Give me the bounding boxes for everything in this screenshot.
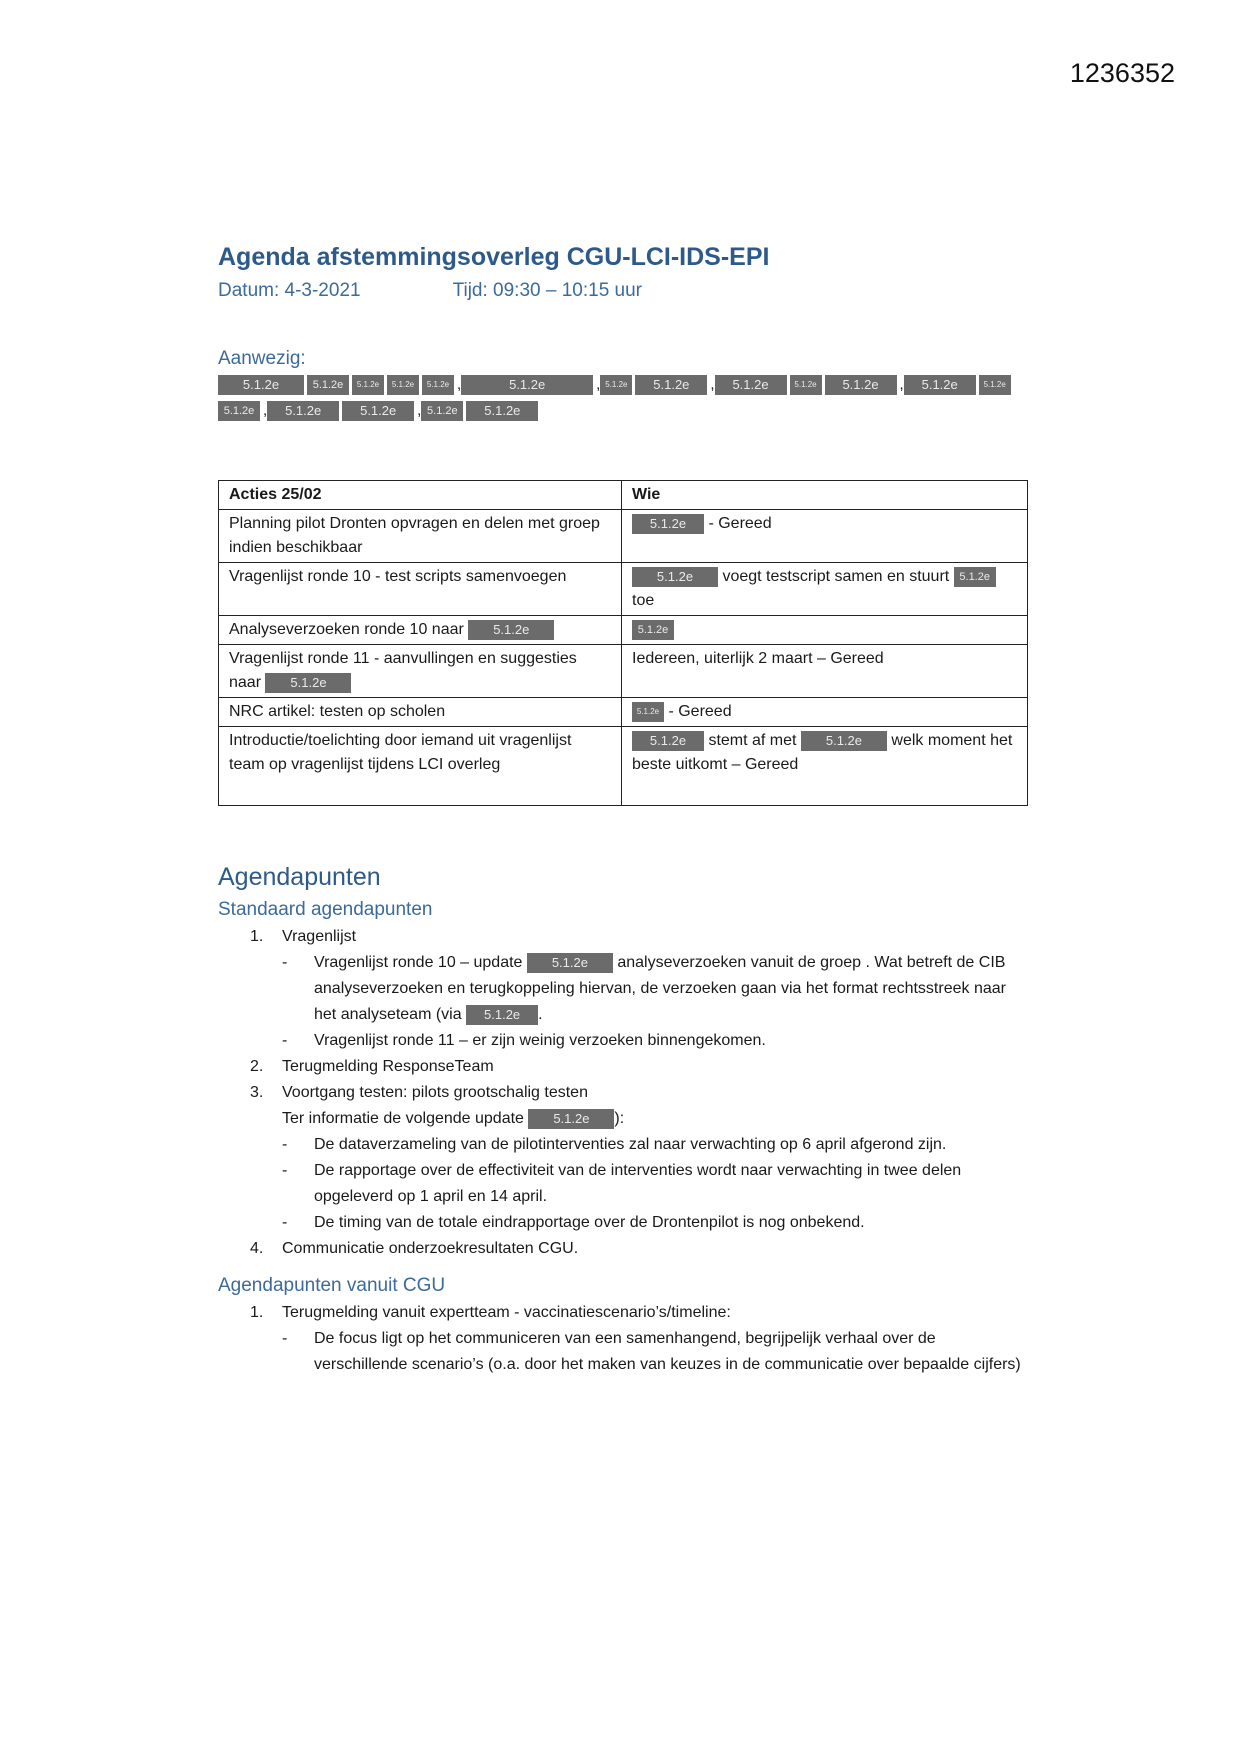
list-item [218, 924, 1028, 950]
redaction-block: 5.1.2e [825, 375, 897, 395]
who-cell [622, 645, 1028, 698]
table-header-who: Wie [622, 481, 1028, 510]
dash-bullet: - [282, 1136, 288, 1153]
who-text: stemt af met [708, 732, 797, 749]
redaction-block: 5.1.2e [600, 375, 632, 395]
list-number: 3. [250, 1084, 264, 1101]
action-cell [219, 510, 622, 563]
redaction-block: 5.1.2e [342, 401, 414, 421]
redaction-block: 5.1.2e [632, 620, 674, 640]
redaction-block: 5.1.2e [466, 1005, 538, 1025]
who-cell [622, 510, 1028, 563]
list-item-label: Terugmelding vanuit expertteam - vaccinatiescenario’s/timeline: [282, 1304, 731, 1321]
page-title: Agenda afstemmingsoverleg CGU-LCI-IDS-EPI [218, 243, 770, 271]
who-text: - Gereed [668, 703, 732, 720]
note-text: ): [614, 1110, 625, 1127]
who-text: - Gereed [708, 515, 772, 532]
redaction-block: 5.1.2e [528, 1109, 614, 1129]
meeting-meta [218, 278, 1028, 304]
sub-item [218, 1326, 1028, 1378]
redaction-block: 5.1.2e [801, 731, 887, 751]
redaction-block: 5.1.2e [790, 375, 822, 395]
cgu-agenda-list [218, 1300, 1028, 1378]
redaction-block: 5.1.2e [422, 375, 454, 395]
sub-item-text: De timing van de totale eindrapportage over de Drontenpilot is nog onbekend. [314, 1214, 865, 1231]
redaction-block: 5.1.2e [387, 375, 419, 395]
agenda-heading: Agendapunten [218, 863, 381, 891]
action-cell [219, 727, 622, 806]
redaction-block: 5.1.2e [632, 702, 664, 722]
redaction-block: 5.1.2e [904, 375, 976, 395]
meeting-date: Datum: 4-3-2021 [218, 280, 361, 301]
action-cell [219, 645, 622, 698]
standard-items-heading: Standaard agendapunten [218, 899, 433, 920]
redaction-block: 5.1.2e [632, 514, 704, 534]
sub-item [218, 1028, 1028, 1054]
sub-item-text: Vragenlijst ronde 10 – update [314, 954, 523, 971]
redaction-block: 5.1.2e [527, 953, 613, 973]
attendees-list [218, 372, 1028, 424]
list-number: 2. [250, 1058, 264, 1075]
list-item [218, 1054, 1028, 1080]
redaction-block: 5.1.2e [267, 401, 339, 421]
actions-table [218, 480, 1028, 806]
action-text: Vragenlijst ronde 10 - test scripts samenvoegen [229, 568, 567, 585]
table-row [219, 645, 1028, 698]
sub-item [218, 950, 1028, 1028]
table-row [219, 698, 1028, 727]
action-text: Vragenlijst ronde 11 - aanvullingen en suggesties naar [229, 650, 577, 691]
redaction-block: 5.1.2e [218, 375, 304, 395]
who-text: Iedereen, uiterlijk 2 maart – Gereed [632, 650, 884, 667]
list-number: 1. [250, 928, 264, 945]
list-item-label: Voortgang testen: pilots grootschalig testen [282, 1084, 588, 1101]
list-item-label: Terugmelding ResponseTeam [282, 1058, 494, 1075]
attendees-line-1: 5.1.2e 5.1.2e 5.1.2e 5.1.2e 5.1.2e , 5.1.2e , 5.1.2e 5.1.2e , 5.1.2e 5.1.2e 5.1.2e , 5.1.2e 5.1.2e [218, 372, 1028, 398]
action-text: Analyseverzoeken ronde 10 naar [229, 621, 464, 638]
list-item-label: Communicatie onderzoekresultaten CGU. [282, 1240, 579, 1257]
table-header-actions: Acties 25/02 [219, 481, 622, 510]
table-row [219, 616, 1028, 645]
who-text: welk moment het beste uitkomt – Gereed [632, 732, 1013, 773]
update-note [218, 1106, 1028, 1132]
attendees-label: Aanwezig: [218, 348, 306, 369]
dash-bullet: - [282, 1032, 288, 1049]
who-text: voegt testscript samen en stuurt [722, 568, 950, 585]
standard-agenda-list [218, 924, 1028, 1262]
list-item [218, 1080, 1028, 1106]
action-text: Planning pilot Dronten opvragen en delen met groep indien beschikbaar [229, 515, 600, 556]
action-text: NRC artikel: testen op scholen [229, 703, 446, 720]
table-row [219, 510, 1028, 563]
redaction-block: 5.1.2e [632, 567, 718, 587]
document-number: 1236352 [1069, 58, 1175, 88]
redaction-block: 5.1.2e [265, 673, 351, 693]
redaction-block: 5.1.2e [421, 401, 463, 421]
redaction-block: 5.1.2e [307, 375, 349, 395]
table-row [219, 727, 1028, 806]
redaction-block: 5.1.2e [352, 375, 384, 395]
dash-bullet: - [282, 1330, 288, 1347]
sub-item [218, 1158, 1028, 1210]
redaction-block: 5.1.2e [461, 375, 593, 395]
redaction-block: 5.1.2e [635, 375, 707, 395]
document-body [218, 240, 1028, 1378]
list-item [218, 1236, 1028, 1262]
sub-item [218, 1210, 1028, 1236]
attendees-line-2: 5.1.2e , 5.1.2e 5.1.2e , 5.1.2e 5.1.2e [218, 398, 1028, 424]
who-cell [622, 698, 1028, 727]
sub-item-text: . [538, 1006, 543, 1023]
list-item [218, 1300, 1028, 1326]
redaction-block: 5.1.2e [468, 620, 554, 640]
action-cell [219, 616, 622, 645]
who-cell [622, 616, 1028, 645]
who-text: toe [632, 592, 655, 609]
action-cell [219, 698, 622, 727]
dash-bullet: - [282, 1214, 288, 1231]
redaction-block: 5.1.2e [954, 567, 996, 587]
redaction-block: 5.1.2e [632, 731, 704, 751]
cgu-items-heading: Agendapunten vanuit CGU [218, 1275, 446, 1296]
sub-item-text: De focus ligt op het communiceren van een samenhangend, begrijpelijk verhaal over de verschillende scenario’s (o.a. door het maken van keuzes in de communicatie over bepaalde cijfers) [314, 1330, 1021, 1373]
dash-bullet: - [282, 954, 288, 971]
meeting-time: Tijd: 09:30 – 10:15 uur [452, 280, 643, 301]
redaction-block: 5.1.2e [466, 401, 538, 421]
sub-item-text: De dataverzameling van de pilotinterventies zal naar verwachting op 6 april afgerond zijn. [314, 1136, 947, 1153]
table-header-row [219, 481, 1028, 510]
sub-item-text: analyseverzoeken vanuit de groep . Wat betreft de CIB analyseverzoeken en terugkoppeling hiervan, de verzoeken gaan via het format rechtsstreek naar het analyseteam (via [314, 954, 1006, 1023]
redaction-block: 5.1.2e [218, 401, 260, 421]
sub-item [218, 1132, 1028, 1158]
action-text: Introductie/toelichting door iemand uit vragenlijst team op vragenlijst tijdens LCI overleg [229, 732, 572, 773]
who-cell [622, 563, 1028, 616]
sub-item-text: Vragenlijst ronde 11 – er zijn weinig verzoeken binnengekomen. [314, 1032, 766, 1049]
list-number: 1. [250, 1304, 264, 1321]
sub-item-text: De rapportage over de effectiviteit van de interventies wordt naar verwachting in twee delen opgeleverd op 1 april en 14 april. [314, 1162, 962, 1205]
list-item-label: Vragenlijst [282, 928, 357, 945]
dash-bullet: - [282, 1162, 288, 1179]
list-number: 4. [250, 1240, 264, 1257]
who-cell [622, 727, 1028, 806]
redaction-block: 5.1.2e [715, 375, 787, 395]
note-text: Ter informatie de volgende update [282, 1110, 524, 1127]
table-row [219, 563, 1028, 616]
action-cell [219, 563, 622, 616]
redaction-block: 5.1.2e [979, 375, 1011, 395]
